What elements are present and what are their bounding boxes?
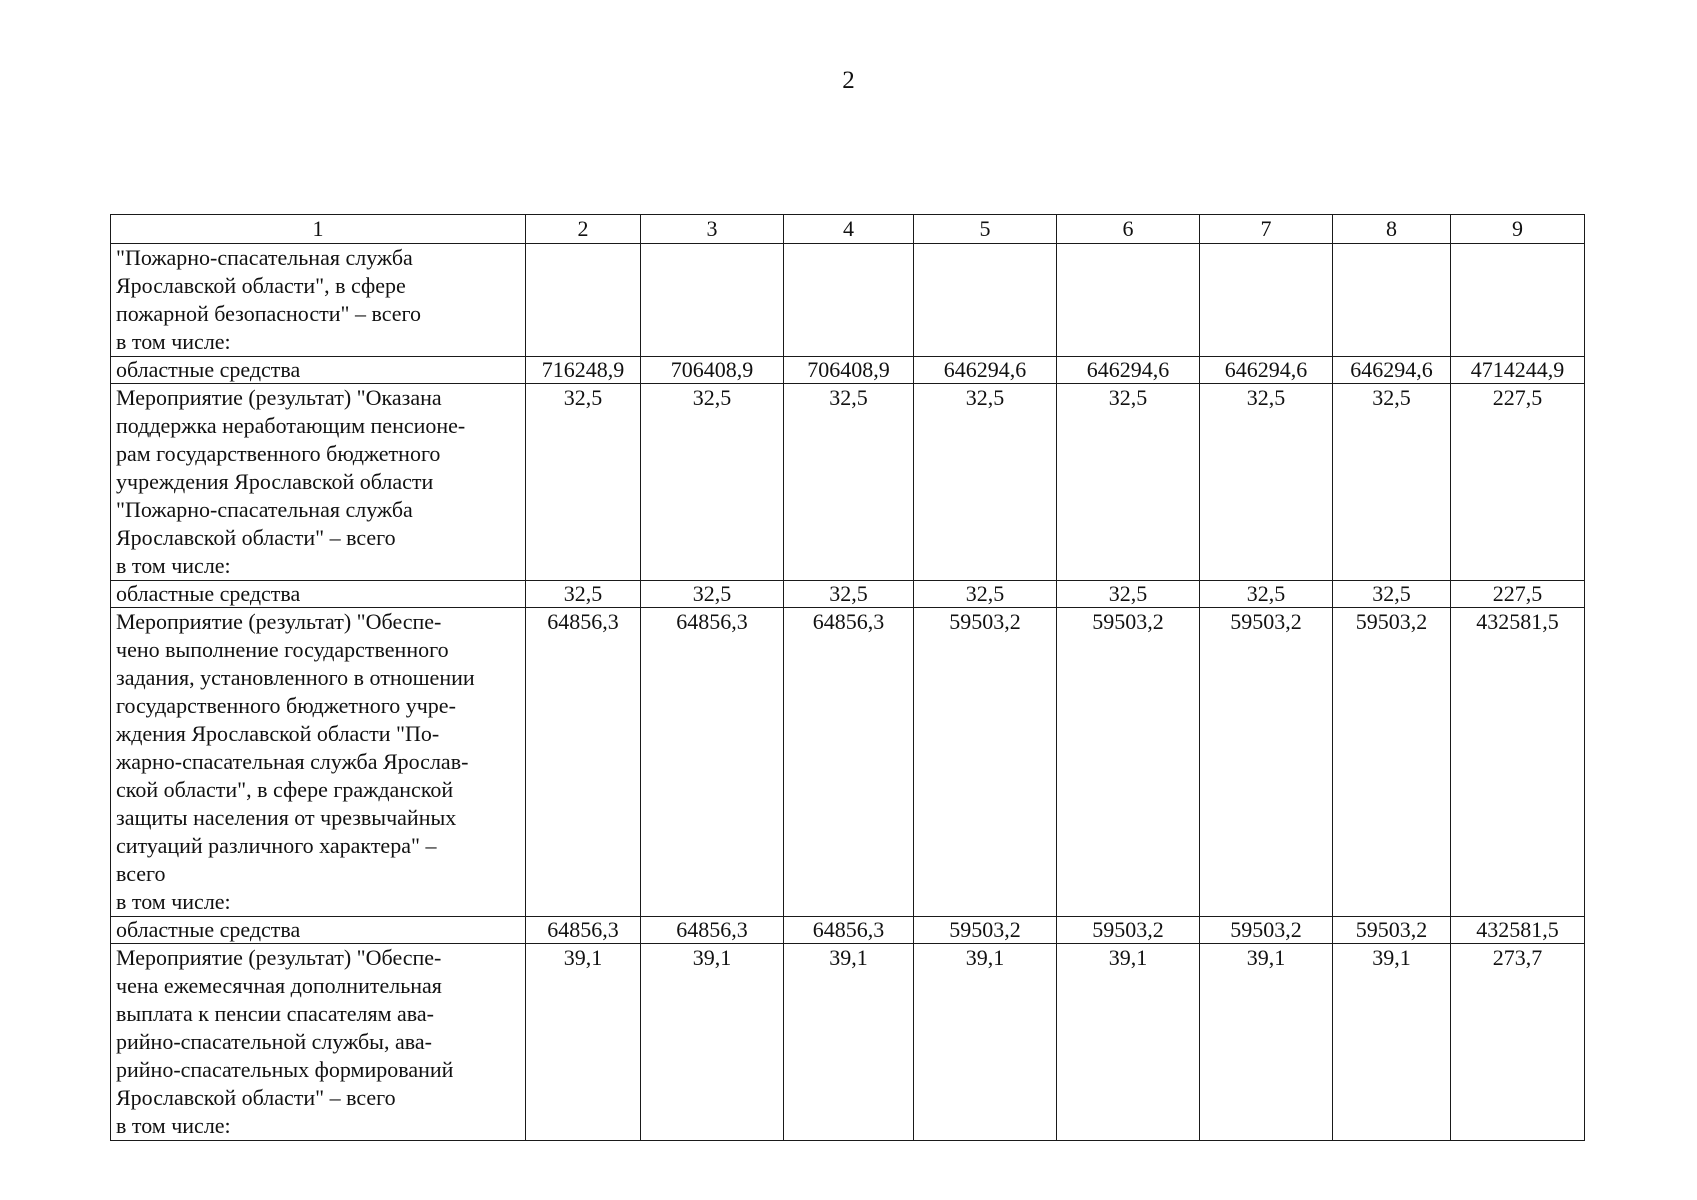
value-cell: 646294,6 [1200, 357, 1333, 384]
header-cell: 6 [1057, 215, 1200, 244]
header-cell: 9 [1451, 215, 1585, 244]
value-cell: 32,5 [1057, 384, 1200, 581]
table-row [111, 608, 1585, 917]
value-cell: 32,5 [784, 581, 914, 608]
value-cell: 716248,9 [526, 357, 641, 384]
value-cell: 32,5 [1057, 581, 1200, 608]
value-cell: 432581,5 [1451, 917, 1585, 944]
value-cell: 32,5 [1200, 581, 1333, 608]
value-cell [1200, 244, 1333, 357]
value-cell: 32,5 [784, 384, 914, 581]
value-cell: 64856,3 [641, 608, 784, 917]
value-cell: 39,1 [1200, 944, 1333, 1141]
table-row [111, 357, 1585, 384]
budget-table [110, 214, 1585, 1141]
value-cell: 4714244,9 [1451, 357, 1585, 384]
row-label: областные средства [111, 357, 526, 384]
row-label: областные средства [111, 581, 526, 608]
table-row [111, 244, 1585, 357]
value-cell: 39,1 [526, 944, 641, 1141]
value-cell: 59503,2 [914, 917, 1057, 944]
header-cell: 2 [526, 215, 641, 244]
header-cell: 7 [1200, 215, 1333, 244]
value-cell: 32,5 [914, 384, 1057, 581]
row-label: областные средства [111, 917, 526, 944]
value-cell [914, 244, 1057, 357]
value-cell: 32,5 [641, 384, 784, 581]
value-cell [641, 244, 784, 357]
value-cell: 706408,9 [784, 357, 914, 384]
row-label: "Пожарно-спасательная служба Ярославской области", в сфере пожарной безопасности" – всего в том числе: [111, 244, 526, 357]
table-row [111, 944, 1585, 1141]
value-cell: 273,7 [1451, 944, 1585, 1141]
table-row [111, 384, 1585, 581]
value-cell [784, 244, 914, 357]
value-cell: 646294,6 [1333, 357, 1451, 384]
value-cell [1451, 244, 1585, 357]
table-row [111, 917, 1585, 944]
row-label: Мероприятие (результат) "Обеспе- чено выполнение государственного задания, установленного в отношении государственного бюджетного учре- ждения Ярославской области "По- жарно-спасательная служба Яpослав- ской области", в сфере гражданской защиты населения от чрезвычайных ситуаций различного характера" – всего в том числе: [111, 608, 526, 917]
value-cell: 706408,9 [641, 357, 784, 384]
value-cell: 64856,3 [641, 917, 784, 944]
value-cell: 32,5 [526, 581, 641, 608]
value-cell: 39,1 [1057, 944, 1200, 1141]
value-cell: 32,5 [914, 581, 1057, 608]
value-cell: 64856,3 [784, 917, 914, 944]
value-cell: 32,5 [1333, 384, 1451, 581]
header-cell: 1 [111, 215, 526, 244]
value-cell: 59503,2 [1333, 917, 1451, 944]
page-number: 2 [842, 67, 855, 94]
value-cell: 32,5 [526, 384, 641, 581]
value-cell: 59503,2 [1057, 608, 1200, 917]
header-cell: 8 [1333, 215, 1451, 244]
value-cell: 39,1 [641, 944, 784, 1141]
value-cell: 64856,3 [526, 917, 641, 944]
header-row [111, 215, 1585, 244]
row-label: Мероприятие (результат) "Обеспе- чена ежемесячная дополнительная выплата к пенсии спасателям ава- рийно-спасательной службы, ава- рийно-спасательных формирований Ярославской области" – всего в том числе: [111, 944, 526, 1141]
value-cell: 64856,3 [526, 608, 641, 917]
value-cell: 32,5 [1200, 384, 1333, 581]
header-cell: 5 [914, 215, 1057, 244]
value-cell: 59503,2 [1200, 608, 1333, 917]
value-cell: 39,1 [784, 944, 914, 1141]
table-row [111, 581, 1585, 608]
value-cell: 59503,2 [1200, 917, 1333, 944]
value-cell: 227,5 [1451, 384, 1585, 581]
value-cell: 646294,6 [914, 357, 1057, 384]
row-label: Мероприятие (результат) "Оказана поддержка неработающим пенсионе- рам государственного бюджетного учреждения Ярославской области "Пожарно-спасательная служба Ярославской области" – всего в том числе: [111, 384, 526, 581]
value-cell: 32,5 [641, 581, 784, 608]
value-cell: 39,1 [1333, 944, 1451, 1141]
value-cell [1333, 244, 1451, 357]
value-cell [1057, 244, 1200, 357]
header-cell: 4 [784, 215, 914, 244]
value-cell: 432581,5 [1451, 608, 1585, 917]
header-cell: 3 [641, 215, 784, 244]
value-cell: 64856,3 [784, 608, 914, 917]
value-cell: 59503,2 [1057, 917, 1200, 944]
value-cell [526, 244, 641, 357]
value-cell: 39,1 [914, 944, 1057, 1141]
value-cell: 646294,6 [1057, 357, 1200, 384]
value-cell: 59503,2 [914, 608, 1057, 917]
value-cell: 59503,2 [1333, 608, 1451, 917]
value-cell: 227,5 [1451, 581, 1585, 608]
value-cell: 32,5 [1333, 581, 1451, 608]
